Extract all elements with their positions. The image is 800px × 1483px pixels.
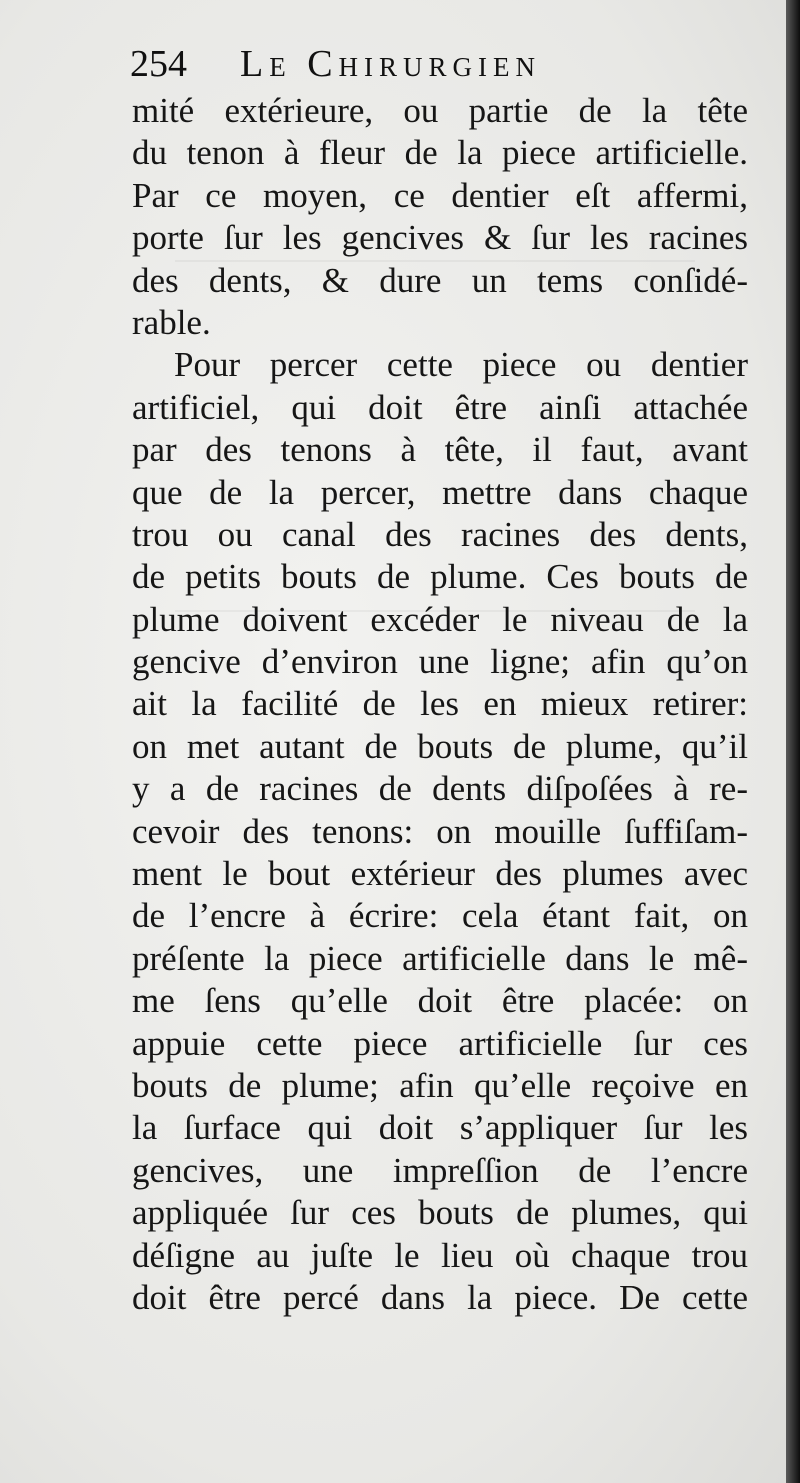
text-line: appliquée ſur ces bouts de plumes, qui (132, 1193, 748, 1233)
text-line: de petits bouts de plume. Ces bouts de (132, 557, 748, 597)
text-line: Pour percer cette piece ou dentier (174, 345, 748, 385)
text-line: de l’encre à écrire: cela étant fait, on (132, 896, 748, 936)
text-line: des dents, & dure un tems conſidé- (132, 260, 748, 300)
paragraph (132, 344, 748, 1319)
text-line: artificiel, qui doit être ainſi attachée (132, 387, 748, 427)
text-line: que de la percer, mettre dans chaque (132, 472, 748, 512)
text-line: rable. (132, 302, 211, 342)
text-line: mité extérieure, ou partie de la tête (132, 91, 748, 130)
text-line: porte ſur les gencives & ſur les racines (132, 218, 748, 258)
text-line: ment le bout extérieur des plumes avec (132, 854, 748, 894)
text-line: par des tenons à tête, il faut, avant (132, 430, 748, 470)
text-line: doit être percé dans la piece. De cette (132, 1277, 748, 1317)
body-text (132, 90, 748, 1319)
text-line: bouts de plume; afin qu’elle reçoive en (132, 1065, 748, 1105)
text-line: du tenon à fleur de la piece artificielle. (132, 133, 748, 173)
text-line: plume doivent excéder le niveau de la (132, 599, 748, 639)
paragraph (132, 90, 748, 344)
text-line: Par ce moyen, ce dentier eſt affermi, (132, 175, 748, 215)
running-head: Le Chirurgien (240, 43, 542, 85)
page-edge-shadow (786, 0, 800, 1483)
text-line: me ſens qu’elle doit être placée: on (132, 981, 748, 1021)
text-line: y a de racines de dents diſpoſées à re- (132, 769, 748, 809)
text-line: appuie cette piece artificielle ſur ces (132, 1023, 748, 1063)
text-line: gencives, une impreſſion de l’encre (132, 1150, 748, 1190)
text-line: ait la facilité de les en mieux retirer: (132, 684, 748, 724)
page-header (130, 34, 750, 94)
text-line: la ſurface qui doit s’appliquer ſur les (132, 1108, 748, 1148)
text-line: déſigne au juſte le lieu où chaque trou (132, 1235, 748, 1275)
text-line: trou ou canal des racines des dents, (132, 514, 748, 554)
page-number: 254 (130, 43, 187, 85)
text-line: cevoir des tenons: on mouille ſuffiſam- (132, 811, 748, 851)
text-line: gencive d’environ une ligne; afin qu’on (132, 642, 748, 682)
text-line: on met autant de bouts de plume, qu’il (132, 726, 748, 766)
text-line: préſente la piece artificielle dans le mê- (132, 938, 748, 978)
